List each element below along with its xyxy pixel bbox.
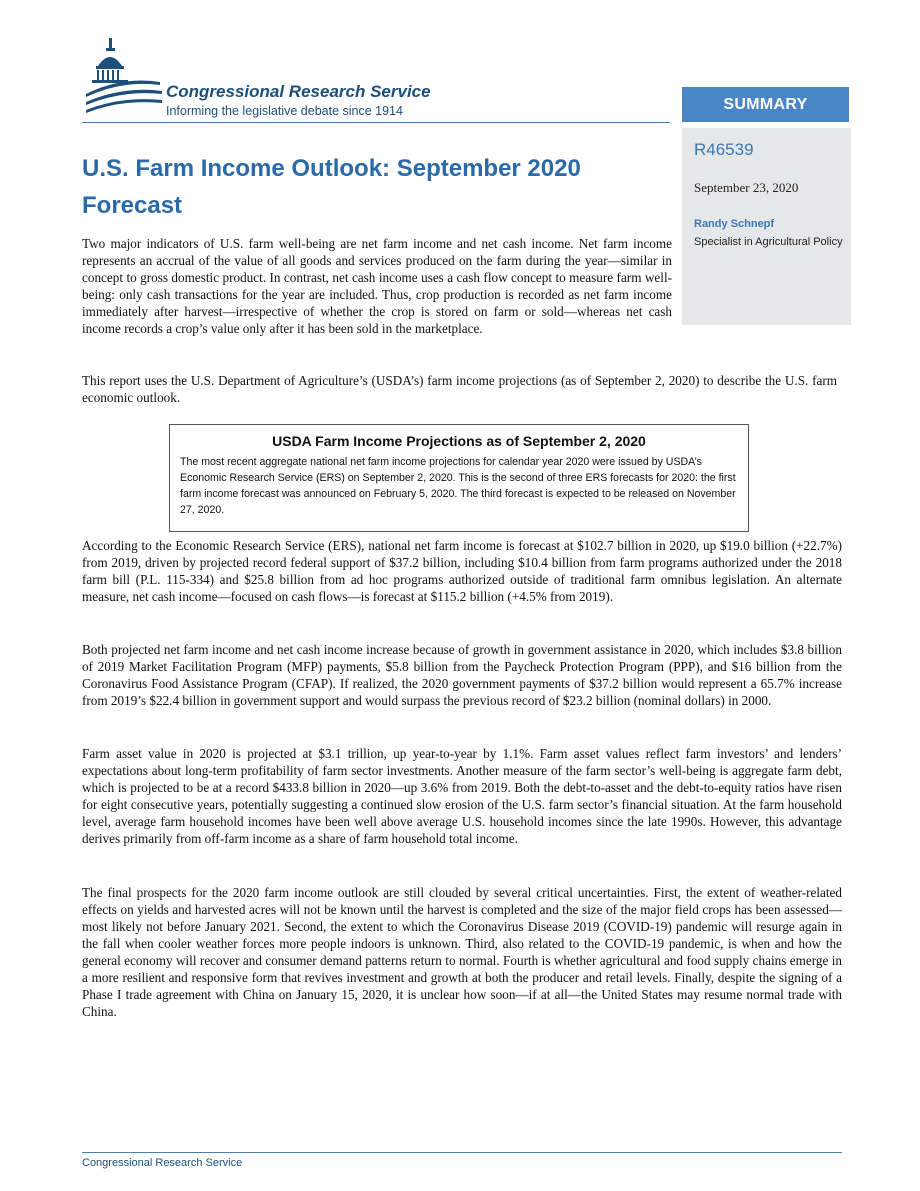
- paragraph-report-scope: This report uses the U.S. Department of Agriculture’s (USDA’s) farm income projections (as of September 2, 2020) to describe the U.S. farm economic outlook.: [82, 373, 837, 405]
- callout-title: USDA Farm Income Projections as of September 2, 2020: [272, 433, 646, 449]
- page-title: U.S. Farm Income Outlook: September 2020 Forecast: [82, 155, 581, 219]
- paragraph-government-assistance: Both projected net farm income and net cash income increase because of growth in government assistance in 2020, which includes $3.8 billion of 2019 Market Facilitation Program (MFP) payments, $5.8 billion from the Paycheck Protection Program (PPP), and $16 billion from the Coronavirus Food Assistance Program (CFAP). If realized, the 2020 government payments of $37.2 billion would represent a 65.7% increase from 2019’s $22.4 billion in government support and would surpass the previous record of $23.2 billion (nominal dollars) in 2000.: [82, 642, 842, 708]
- callout-box: [169, 424, 749, 532]
- author-title: Specialist in Agricultural Policy: [694, 236, 843, 248]
- org-tagline: Informing the legislative debate since 1914: [166, 104, 403, 118]
- paragraph-farm-assets: Farm asset value in 2020 is projected at $3.1 trillion, up year-to-year by 1.1%. Farm asset values reflect farm investors’ and lenders’ expectations about long-term profitability of farm sector investments. Another measure of the farm sector’s well-being is aggregate farm debt, which is projected to be at a record $433.8 billion in 2020—up 3.6% from 2019. Both the debt-to-asset and the debt-to-equity ratios have risen for eight consecutive years, potentially suggesting a continued slow erosion of the U.S. farm sector’s financial situation. At the farm household level, average farm household incomes have been well above average U.S. household incomes since the late 1990s. However, this advantage derives primarily from off-farm income as a share of farm household total income.: [82, 746, 842, 846]
- capitol-dome-icon: [82, 36, 162, 120]
- summary-tab: SUMMARY: [682, 87, 849, 122]
- paragraph-indicators: Two major indicators of U.S. farm well-being are net farm income and net cash income. Net farm income represents an accrual of the value of all goods and services produced on the farm during the year—similar in concept to gross domestic product. In contrast, net cash income uses a cash flow concept to measure farm well-being: only cash transactions for the year are included. Thus, crop production is recorded as net farm income immediately after harvest—irrespective of whether the crop is stored on farm or sold—whereas net cash income records a crop’s value only after it has been sold in the marketplace.: [82, 236, 672, 336]
- author-name: Randy Schnepf: [694, 218, 775, 230]
- callout-body: The most recent aggregate national net farm income projections for calendar year 2020 were issued by USDA’s Economic Research Service (ERS) on September 2, 2020. This is the second of three ERS forecasts for 2020: the first farm income forecast was announced on February 5, 2020. The third forecast is expected to be released on November 27, 2020.: [180, 456, 736, 516]
- paragraph-net-farm-income: According to the Economic Research Service (ERS), national net farm income is forecast at $102.7 billion in 2020, up $19.0 billion (+22.7%) from 2019, driven by projected record federal support of $37.2 billion, including $10.4 billion from farm programs authorized under the 2018 farm bill (P.L. 115-334) and $25.8 billion from ad hoc programs authorized outside of traditional farm omnibus legislation. An alternate measure, net cash income—focused on cash flows—is forecast at $115.2 billion (+4.5% from 2019).: [82, 538, 842, 604]
- paragraph-uncertainties: The final prospects for the 2020 farm income outlook are still clouded by several critical uncertainties. First, the extent of weather-related effects on yields and harvested acres will not be known until the harvest is completed and the size of the major field crops has been assessed—most likely not before January 2021. Second, the extent to which the Coronavirus Disease 2019 (COVID-19) pandemic will resurge again in the fall when cooler weather forces more people indoors is unknown. Third, also related to the COVID-19 pandemic, is when and how the general economy will recover and consumer demand patterns return to normal. Fourth is whether agricultural and food supply chains emerge in a more resilient and responsive form that revives investment and growth at both the producer and retail levels. Finally, despite the signing of a Phase I trade agreement with China on January 15, 2020, it is unclear how soon—if at all—the United States may resume normal trade with China.: [82, 885, 842, 1019]
- crs-logo: [82, 36, 482, 120]
- report-info-sidebar: [682, 128, 851, 325]
- org-name: Congressional Research Service: [166, 82, 431, 101]
- footer-text: Congressional Research Service: [82, 1157, 243, 1169]
- report-date: September 23, 2020: [694, 180, 799, 195]
- report-number: R46539: [694, 140, 754, 159]
- header-divider: [82, 122, 670, 123]
- footer-divider: [82, 1152, 842, 1153]
